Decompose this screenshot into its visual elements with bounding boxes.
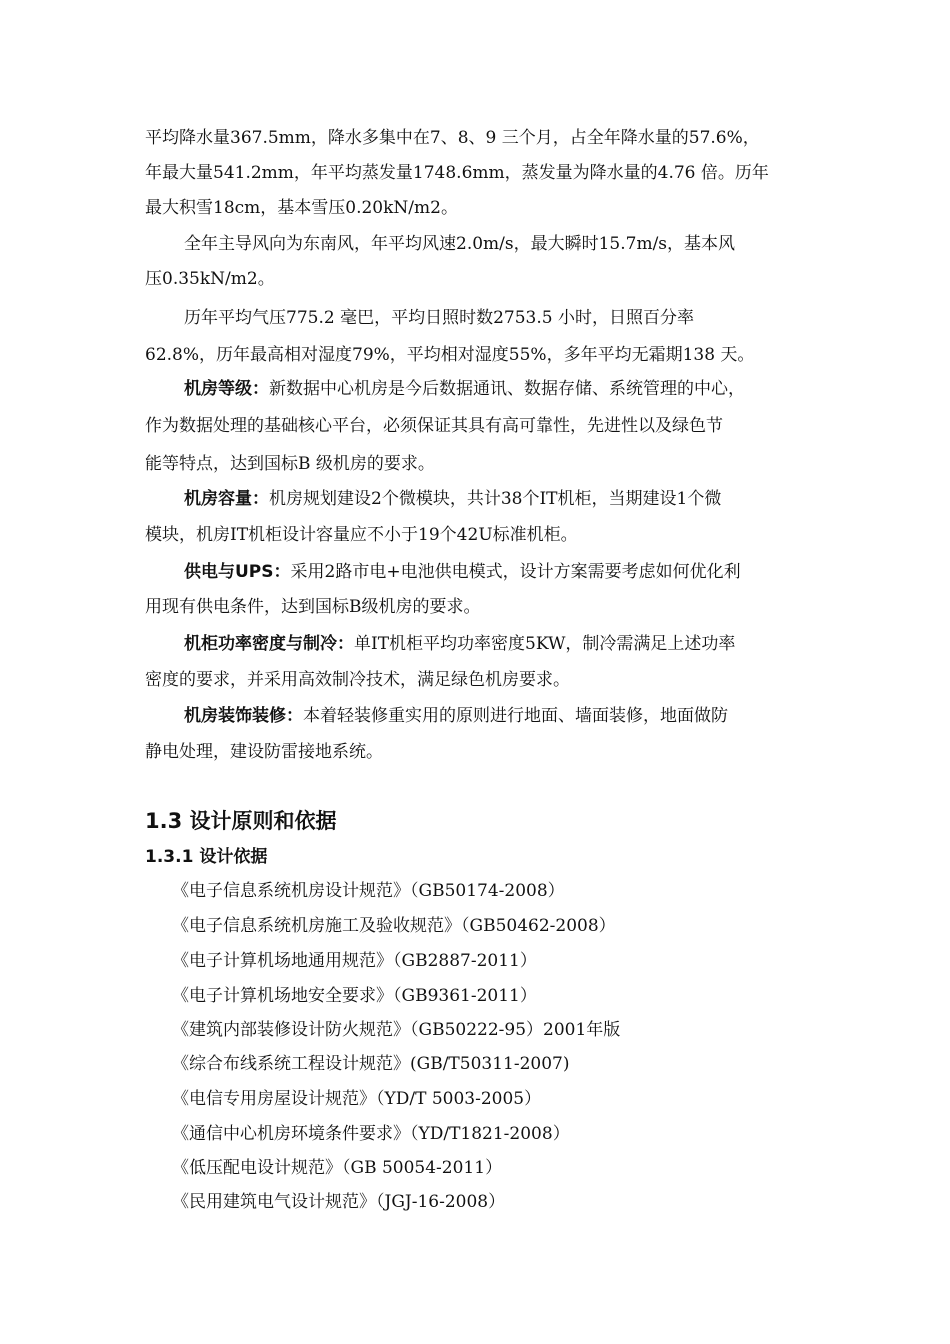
- climate-line-3: 最大积雪18cm，基本雪压0.20kN/m2。: [145, 198, 458, 218]
- standard-item: 《民用建筑电气设计规范》（JGJ-16-2008）: [172, 1192, 506, 1212]
- standard-item: 《电子信息系统机房施工及验收规范》（GB50462-2008）: [172, 916, 616, 936]
- standard-item: 《电子计算机场地通用规范》（GB2887-2011）: [172, 951, 537, 971]
- grade-paragraph-line-1: [184, 378, 745, 400]
- wind-line-1: 全年主导风向为东南风，年平均风速2.0m/s，最大瞬时15.7m/s，基本风: [184, 234, 736, 254]
- power-text-1: 采用2路市电+电池供电模式，设计方案需要考虑如何优化利: [290, 562, 741, 582]
- decoration-paragraph-line-1: [184, 705, 728, 727]
- standard-item: 《建筑内部装修设计防火规范》（GB50222-95）2001年版: [172, 1020, 621, 1040]
- grade-text-2: 作为数据处理的基础核心平台，必须保证其具有高可靠性，先进性以及绿色节: [145, 416, 723, 436]
- cooling-text-1: 单IT机柜平均功率密度5KW，制冷需满足上述功率: [354, 634, 736, 654]
- capacity-text-2: 模块，机房IT机柜设计容量应不小于19个42U标准机柜。: [145, 525, 578, 545]
- standard-item: 《电子信息系统机房设计规范》（GB50174-2008）: [172, 881, 565, 901]
- grade-text-3: 能等特点，达到国标B 级机房的要求。: [145, 454, 435, 474]
- capacity-text-1: 机房规划建设2个微模块，共计38个IT机柜，当期建设1个微: [269, 489, 722, 509]
- grade-text-1: 新数据中心机房是今后数据通讯、数据存储、系统管理的中心，: [269, 379, 745, 399]
- grade-label: 机房等级：: [184, 379, 269, 399]
- decoration-text-2: 静电处理，建设防雷接地系统。: [145, 742, 383, 762]
- wind-line-2: 压0.35kN/m2。: [145, 269, 275, 289]
- climate-line-2: 年最大量541.2mm，年平均蒸发量1748.6mm，蒸发量为降水量的4.76 倍。历年: [145, 163, 769, 183]
- standard-item: 《综合布线系统工程设计规范》(GB/T50311-2007): [172, 1054, 570, 1074]
- power-label: 供电与UPS：: [184, 562, 291, 582]
- cooling-paragraph-line-1: [184, 633, 735, 655]
- pressure-line-1: 历年平均气压775.2 毫巴，平均日照时数2753.5 小时，日照百分率: [184, 308, 694, 328]
- capacity-paragraph-line-1: [184, 488, 721, 510]
- standard-item: 《通信中心机房环境条件要求》（YD/T1821-2008）: [172, 1124, 570, 1144]
- power-text-2: 用现有供电条件，达到国标B级机房的要求。: [145, 597, 481, 617]
- cooling-label: 机柜功率密度与制冷：: [184, 634, 354, 654]
- climate-line-1: 平均降水量367.5mm，降水多集中在7、8、9 三个月，占全年降水量的57.6%，: [145, 128, 760, 148]
- pressure-line-2: 62.8%，历年最高相对湿度79%，平均相对湿度55%，多年平均无霜期138 天。: [145, 345, 755, 365]
- section-heading: 1.3 设计原则和依据: [145, 809, 337, 833]
- decoration-text-1: 本着轻装修重实用的原则进行地面、墙面装修，地面做防: [303, 706, 728, 726]
- standard-item: 《电信专用房屋设计规范》（YD/T 5003-2005）: [172, 1089, 542, 1109]
- standard-item: 《低压配电设计规范》（GB 50054-2011）: [172, 1158, 503, 1178]
- capacity-label: 机房容量：: [184, 489, 269, 509]
- standard-item: 《电子计算机场地安全要求》（GB9361-2011）: [172, 986, 537, 1006]
- power-paragraph-line-1: [184, 561, 741, 583]
- cooling-text-2: 密度的要求，并采用高效制冷技术，满足绿色机房要求。: [145, 670, 570, 690]
- decoration-label: 机房装饰装修：: [184, 706, 303, 726]
- subsection-heading: 1.3.1 设计依据: [145, 847, 268, 867]
